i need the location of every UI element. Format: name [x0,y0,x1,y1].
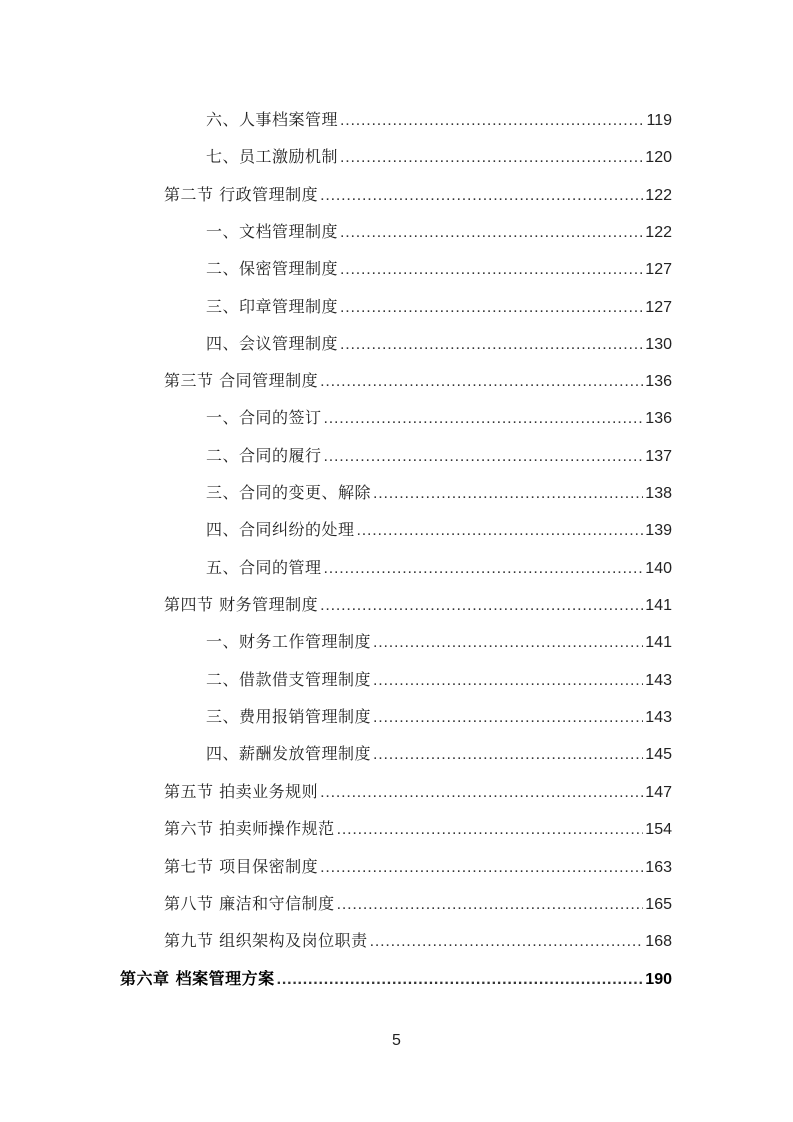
toc-entry-section[interactable] [164,369,672,393]
toc-entry-title: 一、合同的签订 [206,408,322,427]
dot-leader [357,519,644,543]
toc-entry[interactable] [206,481,672,505]
dot-leader [340,296,643,320]
toc-entry-title: 第二节 行政管理制度 [164,185,319,204]
toc-entry-title: 二、保密管理制度 [206,259,339,278]
toc-entry-title: 二、合同的履行 [206,446,322,465]
toc-entry-title: 四、会议管理制度 [206,334,339,353]
toc-entry-title: 七、员工激励机制 [206,147,339,166]
toc-entry-page: 122 [645,187,672,204]
toc-entry-page: 120 [645,149,672,166]
toc-entry[interactable] [206,444,672,468]
toc-entry-title: 第三节 合同管理制度 [164,371,319,390]
toc-entry[interactable] [206,742,672,766]
dot-leader [373,482,643,506]
toc-entry-section[interactable] [164,817,672,841]
toc-entry[interactable] [206,257,672,281]
toc-entry-title: 第九节 组织架构及岗位职责 [164,931,368,950]
dot-leader [340,258,643,282]
toc-entry-page: 140 [645,560,672,577]
toc-entry-page: 143 [645,709,672,726]
toc-entry-page: 145 [645,746,672,763]
dot-leader [324,557,644,581]
toc-entry[interactable] [206,705,672,729]
toc-entry-title: 三、印章管理制度 [206,297,339,316]
toc-entry-page: 154 [645,821,672,838]
toc-entry-title: 第六节 拍卖师操作规范 [164,819,335,838]
dot-leader [320,370,643,394]
toc-entry[interactable] [206,145,672,169]
toc-entry[interactable] [206,668,672,692]
dot-leader [320,184,643,208]
toc-entry-title: 五、合同的管理 [206,558,322,577]
toc-entry-title: 一、文档管理制度 [206,222,339,241]
dot-leader [337,818,644,842]
toc-entry-page: 136 [645,410,672,427]
toc-entry-title: 第六章 档案管理方案 [120,969,275,988]
toc-entry-page: 138 [645,485,672,502]
dot-leader [324,407,644,431]
toc-entry-page: 136 [645,373,672,390]
toc-entry-title: 二、借款借支管理制度 [206,670,372,689]
toc-entry-page: 137 [645,448,672,465]
toc-entry-page: 147 [645,784,672,801]
dot-leader [320,781,643,805]
toc-entry-title: 四、合同纠纷的处理 [206,520,355,539]
toc-entry-page: 141 [645,597,672,614]
toc-entry-title: 第八节 廉洁和守信制度 [164,894,335,913]
toc-entry-page: 130 [645,336,672,353]
toc-entry-title: 第五节 拍卖业务规则 [164,782,319,801]
toc-entry-page: 163 [645,859,672,876]
toc-entry-section[interactable] [164,929,672,953]
toc-entry-section[interactable] [164,892,672,916]
toc-entry-page: 119 [646,112,672,129]
toc-entry-chapter[interactable] [120,967,672,991]
dot-leader [373,669,643,693]
toc-entry[interactable] [206,518,672,542]
toc-entry-page: 165 [645,896,672,913]
toc-entry-page: 127 [645,261,672,278]
toc-entry[interactable] [206,295,672,319]
toc-entry-page: 122 [645,224,672,241]
toc-entry[interactable] [206,332,672,356]
dot-leader [320,856,643,880]
toc-entry-page: 127 [645,299,672,316]
dot-leader [277,968,644,992]
toc-entry[interactable] [206,220,672,244]
toc-entry-page: 168 [645,933,672,950]
toc-entry-section[interactable] [164,593,672,617]
toc-entry-title: 一、财务工作管理制度 [206,632,372,651]
dot-leader [340,109,644,133]
dot-leader [324,445,644,469]
dot-leader [373,706,643,730]
toc-entry-page: 190 [645,971,672,988]
toc-entry-title: 第四节 财务管理制度 [164,595,319,614]
toc-entry[interactable] [206,556,672,580]
page-number: 5 [392,1032,401,1049]
toc-entry-page: 139 [645,522,672,539]
dot-leader [370,930,644,954]
dot-leader [337,893,644,917]
toc-entry-title: 四、薪酬发放管理制度 [206,744,372,763]
toc-entry-title: 三、费用报销管理制度 [206,707,372,726]
toc-entry-title: 三、合同的变更、解除 [206,483,372,502]
toc-entry-page: 143 [645,672,672,689]
toc-entry-section[interactable] [164,855,672,879]
toc-entry-page: 141 [645,634,672,651]
toc-entry-title: 六、人事档案管理 [206,110,339,129]
dot-leader [340,146,643,170]
toc-entry[interactable] [206,630,672,654]
toc-entry[interactable] [206,108,672,132]
toc-entry-section[interactable] [164,780,672,804]
dot-leader [340,221,643,245]
dot-leader [373,743,643,767]
dot-leader [320,594,643,618]
toc-entry-title: 第七节 项目保密制度 [164,857,319,876]
dot-leader [340,333,643,357]
toc-entry[interactable] [206,406,672,430]
toc-entry-section[interactable] [164,183,672,207]
dot-leader [373,631,643,655]
